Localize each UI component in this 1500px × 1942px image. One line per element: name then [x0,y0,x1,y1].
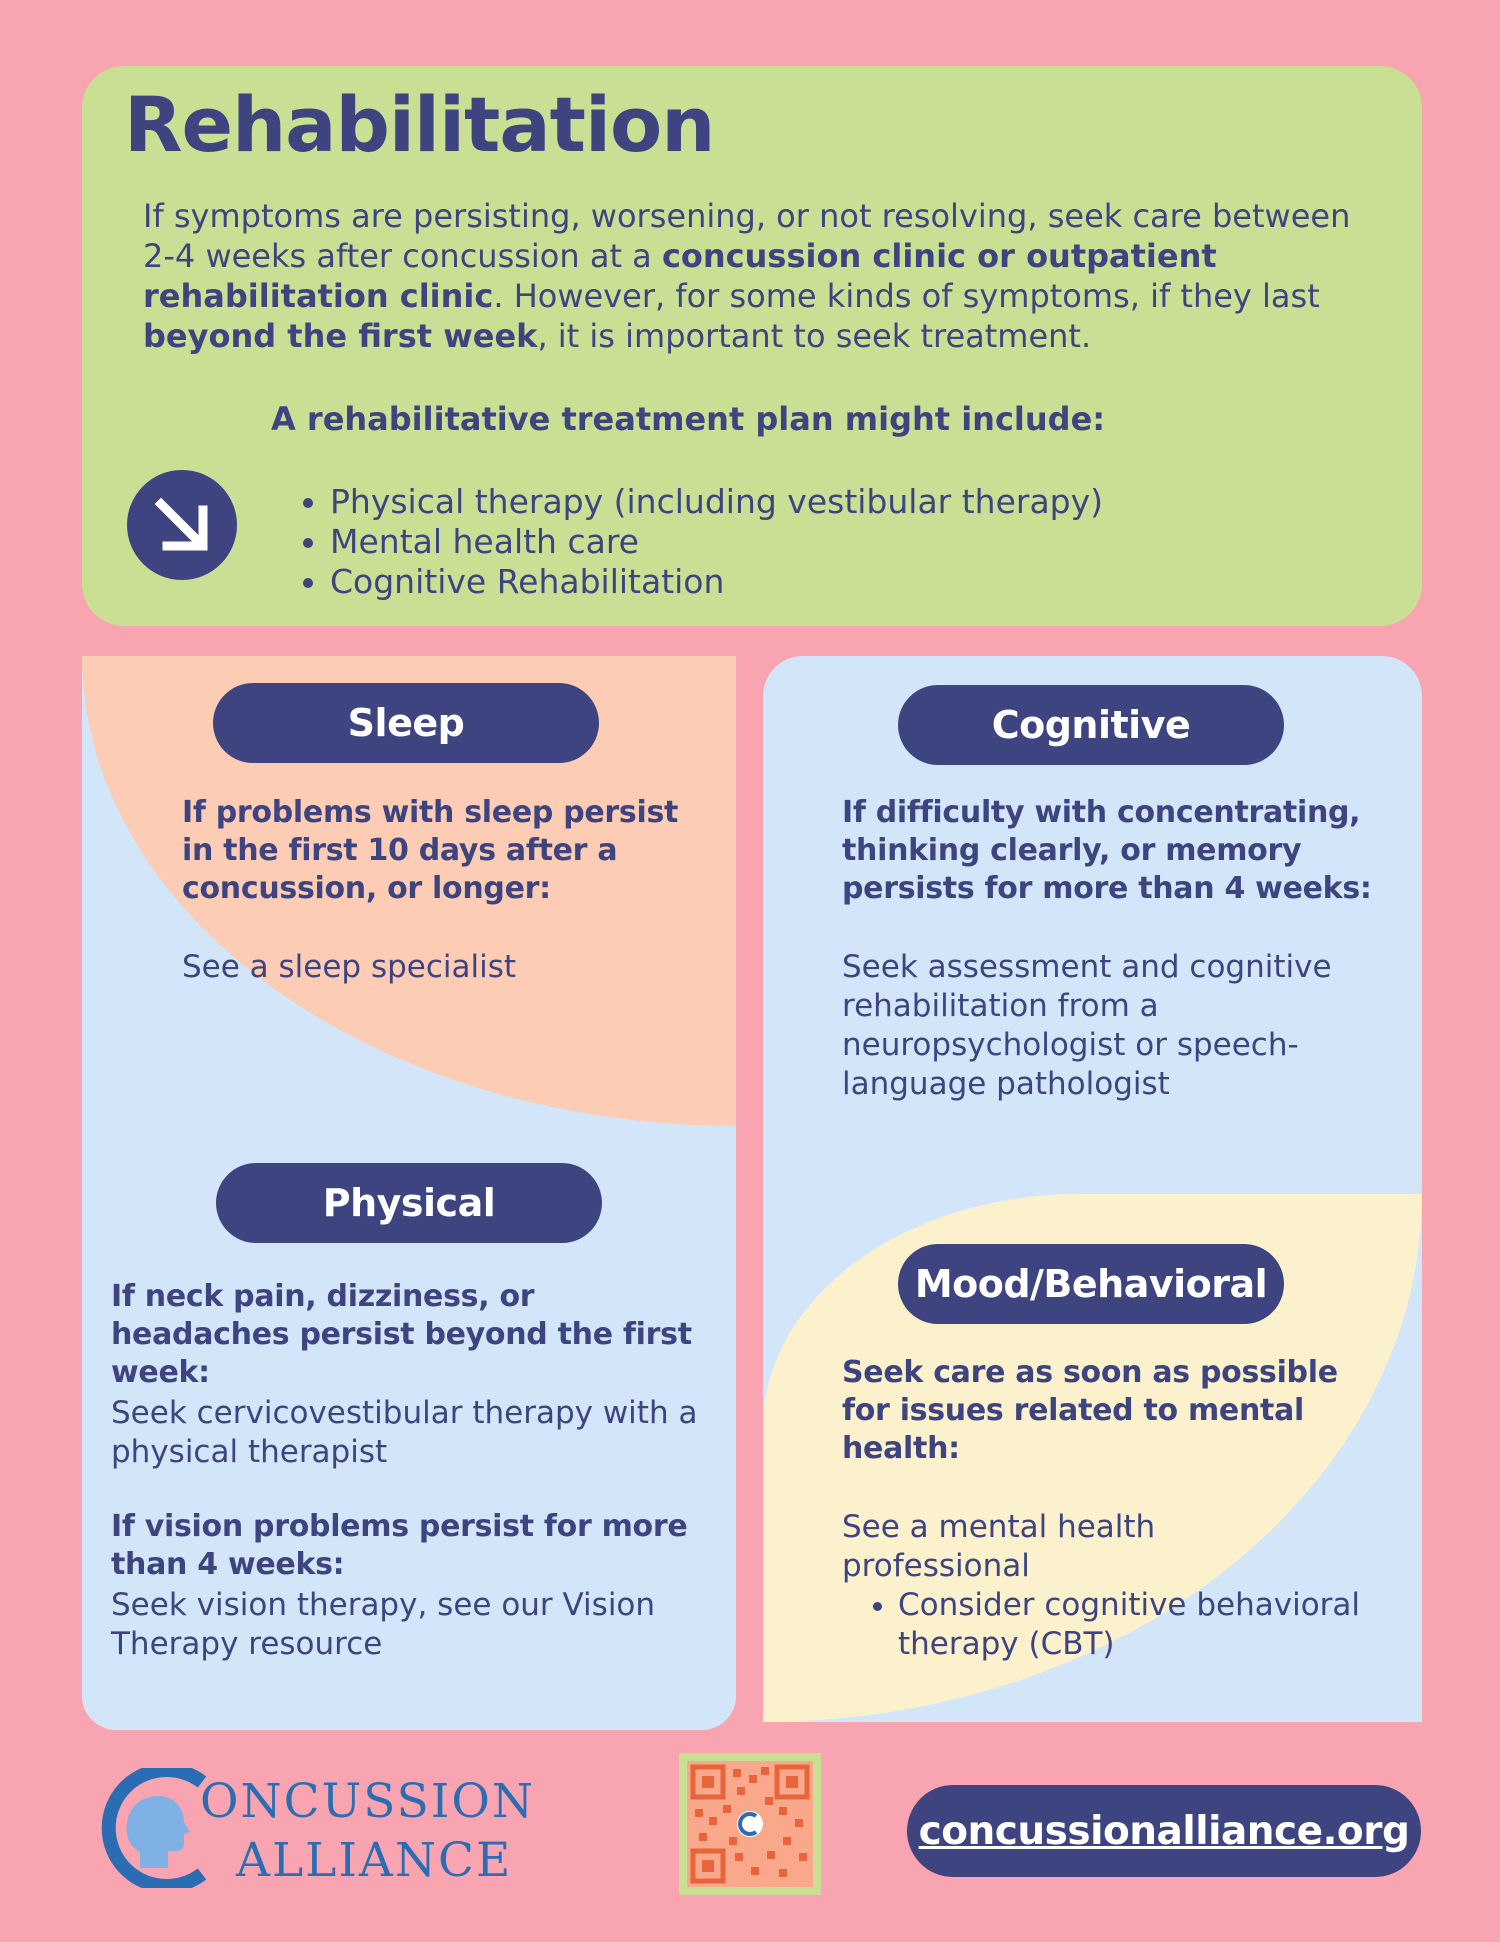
website-link[interactable]: concussionalliance.org [907,1785,1421,1877]
cognitive-advice: Seek assessment and cognitive rehabilitation from a neuropsychologist or speech-language pathologist [842,949,1332,1102]
plan-item: • Mental health care [330,522,1103,562]
mood-label: Mood/Behavioral [898,1244,1284,1324]
intro-paragraph [143,196,1373,356]
sleep-advice: See a sleep specialist [182,949,517,985]
cognitive-condition: If difficulty with concentrating, thinking clearly, or memory persists for more than 4 weeks: [842,795,1372,906]
mood-advice: See a mental health professional [842,1509,1156,1584]
page-title: Rehabilitation [124,80,715,169]
intro-bold-2: beyond the first week [143,317,538,355]
physical-advice-neck: Seek cervicovestibular therapy with a physical therapist [111,1395,698,1470]
cognitive-label: Cognitive [898,685,1284,765]
arrow-down-right-icon [127,470,237,580]
physical-label: Physical [216,1163,602,1243]
physical-condition-vision: If vision problems persist for more than 4 weeks: [111,1509,688,1582]
logo-text-line-1: ONCUSSION [200,1774,536,1829]
physical-advice-vision: Seek vision therapy, see our Vision Therapy resource [111,1587,656,1662]
mood-item: • Consider cognitive behavioral therapy (CBT) [898,1586,1378,1664]
qr-code[interactable] [679,1753,821,1895]
logo-text-line-2: ALLIANCE [236,1833,513,1888]
physical-condition-neck: If neck pain, dizziness, or headaches persist beyond the first week: [111,1279,692,1390]
intro-text-3: , it is important to seek treatment. [537,317,1092,355]
sleep-condition: If problems with sleep persist in the first 10 days after a concussion, or longer: [182,795,679,906]
intro-bold-1: concussion clinic or outpatient rehabilitation clinic [143,237,1217,315]
intro-text-2: . However, for some kinds of symptoms, if they last [493,277,1320,315]
mood-list [860,1586,1378,1664]
sleep-label: Sleep [213,683,599,763]
plan-item: • Physical therapy (including vestibular therapy) [330,482,1103,522]
plan-heading: A rehabilitative treatment plan might include: [271,400,1106,438]
mood-condition: Seek care as soon as possible for issues related to mental health: [842,1355,1338,1466]
intro-text-1: If symptoms are persisting, worsening, or not resolving, seek care between 2-4 weeks after concussion at a [143,197,1351,275]
plan-item: • Cognitive Rehabilitation [330,562,1103,602]
plan-list [290,482,1103,602]
